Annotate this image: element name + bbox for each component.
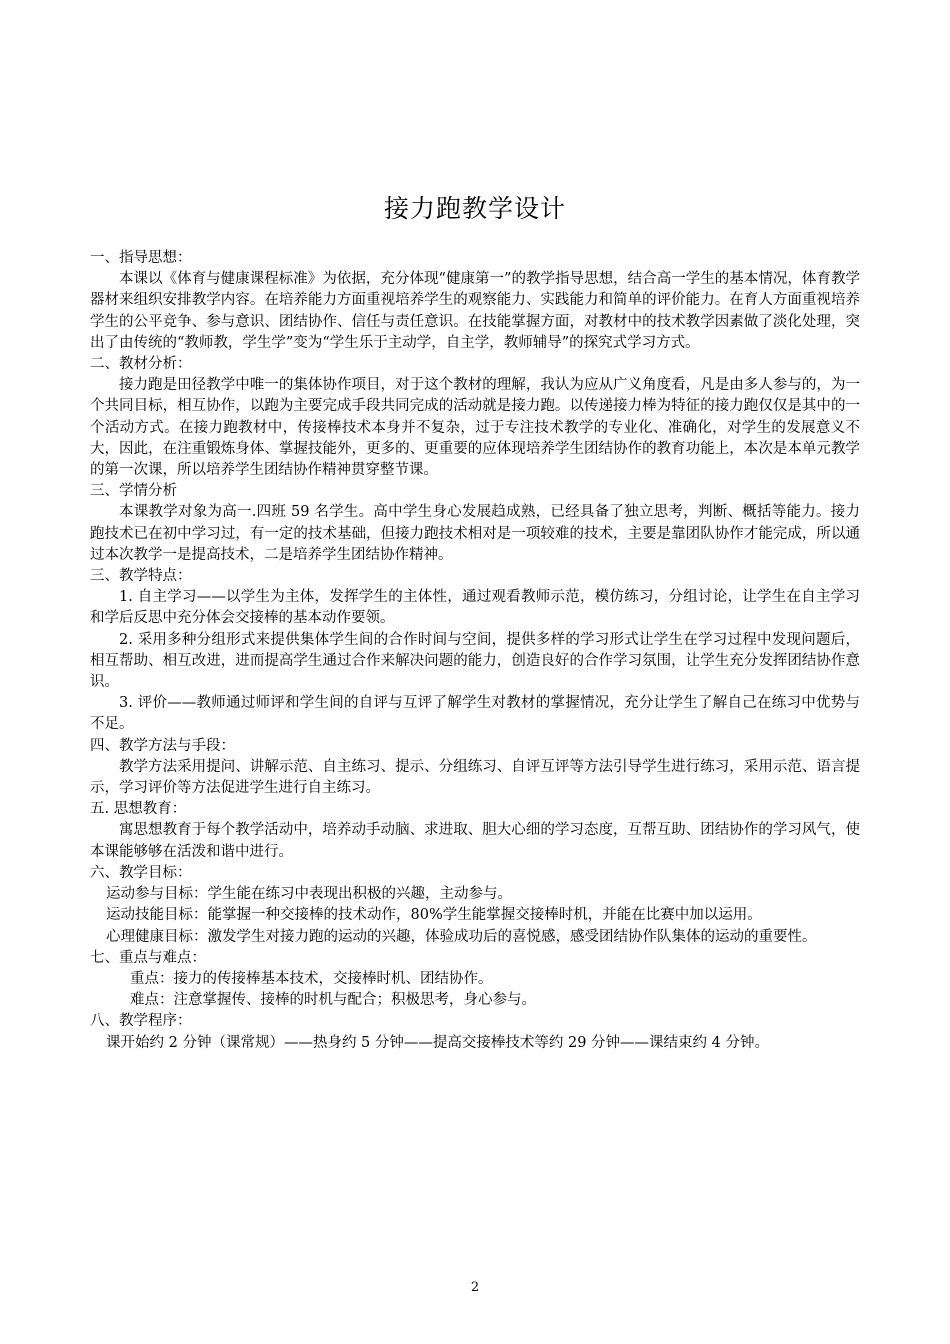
paragraph: 1. 自主学习——以学生为主体，发挥学生的主体性，通过观看教师示范，模仿练习，分组讨论，让学生在自主学习和学后反思中充分体会交接棒的基本动作要领。 — [90, 589, 860, 627]
procedure-line: 课开始约 2 分钟（课常规）——热身约 5 分钟——提高交接棒技术等约 29 分钟——课结束约 4 分钟。 — [106, 1034, 769, 1051]
section-heading: 七、重点与难点： — [90, 949, 206, 966]
section-heading: 五. 思想教育： — [90, 801, 187, 818]
key-point-item: 难点：注意掌握传、接棒的时机与配合；积极思考，身心参与。 — [130, 992, 536, 1009]
section-heading: 二、教材分析： — [90, 356, 192, 373]
paragraph: 本课教学对象为高一.四班 59 名学生。高中学生身心发展趋成熟，已经具备了独立思考，判断、概括等能力。接力跑技术已在初中学习过，有一定的技术基础，但接力跑技术相对是一项较难的技术，主要是靠团队协作才能完成，所以通过本次教学一是提高技术，二是培养学生团结协作精神。 — [90, 504, 860, 563]
paragraph: 本课以《体育与健康课程标准》为依据，充分体现“健康第一”的教学指导思想，结合高一学生的基本情况，体育教学器材来组织安排教学内容。在培养能力方面重视培养学生的观察能力、实践能力和简单的评价能力。在育人方面重视培养学生的公平竞争、参与意识、团结协作、信任与责任意识。在技能掌握方面，对教材中的技术教学因素做了淡化处理，突出了由传统的“教师教，学生学”变为“学生乐于主动学，自主学，教师辅导”的探究式学习方式。 — [90, 271, 860, 351]
goal-item: 运动技能目标：能掌握一种交接棒的技术动作，80%学生能掌握交接棒时机，并能在比赛中加以运用。 — [106, 907, 762, 924]
goal-item: 运动参与目标：学生能在练习中表现出积极的兴趣，主动参与。 — [106, 886, 512, 903]
paragraph: 2. 采用多种分组形式来提供集体学生间的合作时间与空间，提供多样的学习形式让学生在学习过程中发现问题后，相互帮助、相互改进，进而提高学生通过合作来解决问题的能力，创造良好的合作学习氛围，让学生充分发挥团结协作意识。 — [90, 631, 860, 691]
page-number: 2 — [470, 1280, 480, 1295]
section-heading: 三、学情分析 — [90, 483, 177, 500]
document-body — [90, 248, 860, 1054]
document-title: 接力跑教学设计 — [383, 194, 566, 223]
section-heading: 八、教学程序： — [90, 1013, 192, 1030]
paragraph: 接力跑是田径教学中唯一的集体协作项目，对于这个教材的理解，我认为应从广义角度看，凡是由多人参与的，为一个共同目标，相互协作，以跑为主要完成手段共同完成的活动就是接力跑。以传递接力棒为特征的接力跑仅仅是其中的一个活动方式。在接力跑教材中，传接棒技术本身并不复杂，过于专注技术教学的专业化、准确化，对学生的发展意义不大，因此，在注重锻炼身体、掌握技能外，更多的、更重要的应体现培养学生团结协作的教育功能上，本次是本单元教学的第一次课，所以培养学生团结协作精神贯穿整节课。 — [90, 377, 860, 479]
section-heading: 一、指导思想： — [90, 250, 192, 266]
paragraph: 教学方法采用提问、讲解示范、自主练习、提示、分组练习、自评互评等方法引导学生进行练习，采用示范、语言提示，学习评价等方法促进学生进行自主练习。 — [90, 758, 860, 797]
section-heading: 六、教学目标： — [90, 864, 192, 881]
section-heading: 三、教学特点： — [90, 568, 192, 585]
section-heading: 四、教学方法与手段： — [90, 737, 235, 754]
key-point-item: 重点：接力的传接棒基本技术，交接棒时机、团结协作。 — [130, 970, 493, 987]
paragraph: 寓思想教育于每个教学活动中，培养动手动脑、求进取、胆大心细的学习态度，互帮互助、团结协作的学习风气，使本课能够够在活泼和谐中进行。 — [90, 822, 860, 860]
goal-item: 心理健康目标：激发学生对接力跑的运动的兴趣，体验成功后的喜悦感，感受团结协作队集体的运动的重要性。 — [106, 928, 817, 945]
paragraph: 3. 评价——教师通过师评和学生间的自评与互评了解学生对教材的掌握情况，充分让学生了解自己在练习中优势与不足。 — [90, 695, 860, 733]
